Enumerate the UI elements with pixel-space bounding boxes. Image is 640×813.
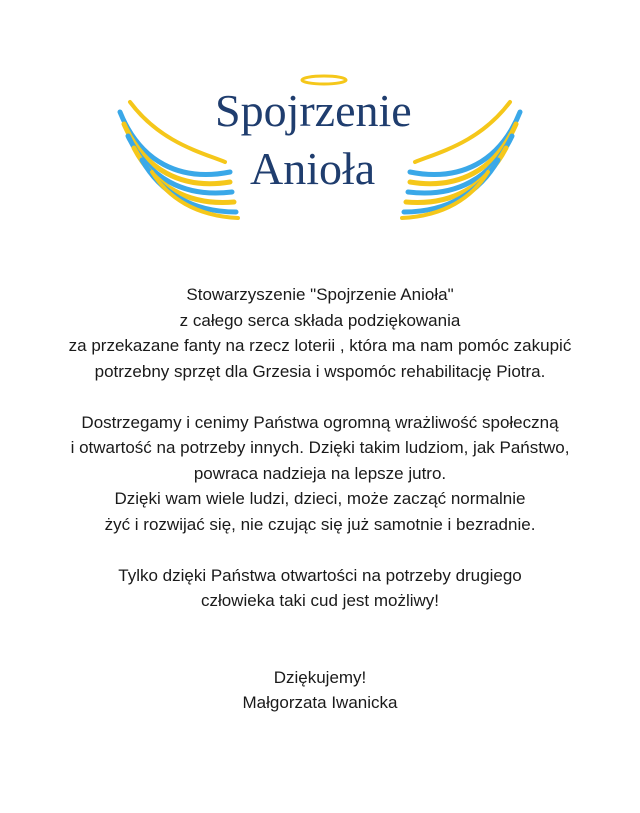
text-line: człowieka taki cud jest możliwy! — [200, 591, 440, 610]
closing-text: Dziękujemy! — [273, 667, 367, 687]
logo-title-line2: Anioła — [250, 143, 376, 194]
paragraph-thanks — [0, 282, 640, 384]
halo-icon — [302, 76, 346, 84]
logo-title-line1: Spojrzenie — [215, 85, 412, 136]
paragraph-appreciation — [0, 410, 640, 538]
text-line: z całego serca składa podziękowania — [179, 310, 461, 330]
text-line: Stowarzyszenie "Spojrzenie Anioła" — [186, 285, 454, 304]
text-line: Dostrzegamy i cenimy Państwa ogromną wrażliwość społeczną — [81, 412, 559, 432]
text-line: za przekazane fanty na rzecz loterii , która ma nam pomóc zakupić — [68, 336, 572, 355]
text-line: potrzebny sprzęt dla Grzesia i wspomóc rehabilitację Piotra. — [94, 361, 546, 381]
logo — [110, 72, 530, 222]
text-line: żyć i rozwijać się, nie czując się już samotnie i bezradnie. — [104, 514, 536, 534]
text-line: i otwartość na potrzeby innych. Dzięki takim ludziom, jak Państwo, — [70, 438, 570, 457]
text-line: Dzięki wam wiele ludzi, dzieci, może zacząć normalnie — [114, 489, 526, 508]
text-line: powraca nadzieja na lepsze jutro. — [193, 463, 447, 483]
letter-body — [0, 282, 640, 741]
text-line: Tylko dzięki Państwa otwartości na potrzeby drugiego — [118, 565, 522, 585]
signature-name: Małgorzata Iwanicka — [242, 693, 398, 712]
signature-block — [0, 665, 640, 716]
paragraph-miracle — [0, 563, 640, 614]
